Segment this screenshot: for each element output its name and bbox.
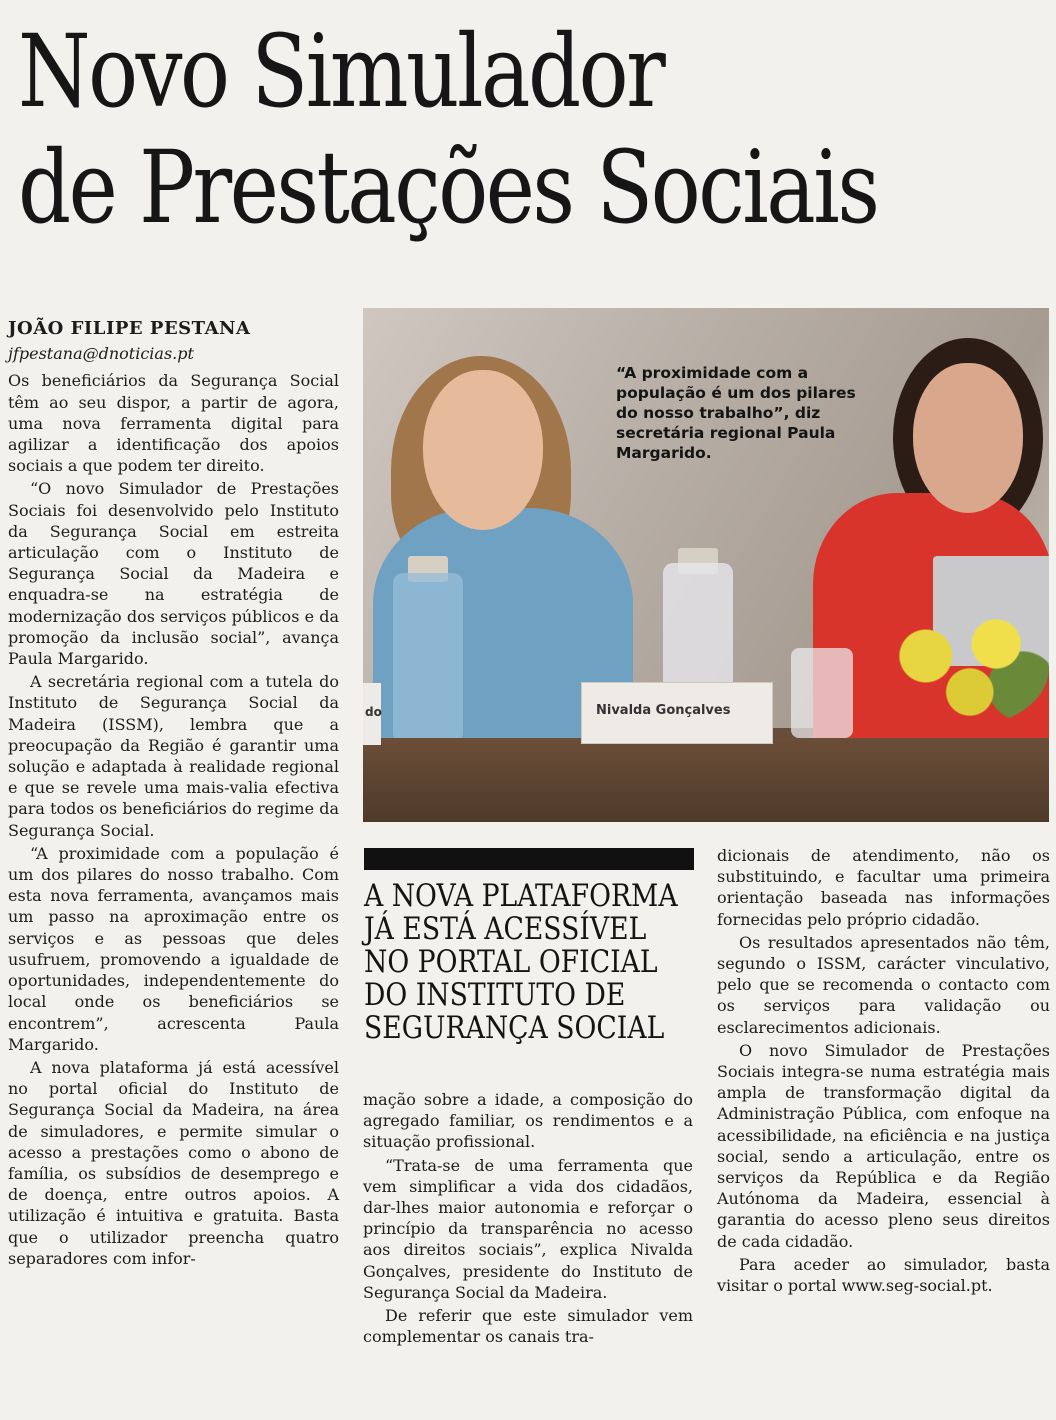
paragraph: dicionais de atendimento, não os substituindo, e facultar uma primeira orientação baseada nas informações fornecidas pelo próprio cidadão. <box>717 846 1050 929</box>
pullquote-bar <box>364 848 694 870</box>
paragraph: Os resultados apresentados não têm, segundo o ISSM, carácter vinculativo, pelo que se recomenda o contacto com os serviços para validação ou esclarecimentos adicionais. <box>717 932 1050 1037</box>
article-photo <box>363 308 1049 822</box>
paragraph: De referir que este simulador vem complementar os canais tra- <box>363 1306 693 1347</box>
person-right-face <box>913 363 1023 513</box>
nameplate-left-text: do <box>365 705 382 719</box>
author-name: JOÃO FILIPE PESTANA <box>8 318 251 339</box>
author-email: jfpestana@dnoticias.pt <box>8 344 194 364</box>
paragraph: O novo Simulador de Prestações Sociais integra-se numa estratégia mais ampla de transformação digital da Administração Pública, com enfoque na acessibilidade, na eficiência e na justiça social, sendo a articulação, entre os serviços da República e da Região Autónoma da Madeira, essencial à garantia do acesso pleno seus direitos de cada cidadão. <box>717 1040 1050 1251</box>
article-column-3 <box>717 845 1050 1298</box>
paragraph: “O novo Simulador de Prestações Sociais foi desenvolvido pelo Instituto da Segurança Social em estreita articulação com o Instituto de Segurança Social da Madeira e enquadra-se na estratégia de modernização dos serviços públicos e da promoção da inclusão social”, avança Paula Margarido. <box>8 479 339 669</box>
paragraph: “A proximidade com a população é um dos pilares do nosso trabalho. Com esta nova ferramenta, avançamos mais um passo na aproximação entre os serviços e as pessoas que deles usufruem, promovendo a igualdade de oportunidades, independentemente do local onde os beneficiários se encontrem”, acrescenta Paula Margarido. <box>8 843 339 1054</box>
headline <box>18 13 878 246</box>
article-column-1 <box>8 318 339 1271</box>
headline-line-2: de Prestações Sociais <box>18 129 878 246</box>
nameplate <box>581 682 773 744</box>
paragraph: Para aceder ao simulador, basta visitar o portal www.seg-social.pt. <box>717 1254 1050 1296</box>
headline-line-1: Novo Simulador <box>18 13 664 130</box>
water-bottle <box>393 573 463 743</box>
glass <box>791 648 853 738</box>
paragraph: A secretária regional com a tutela do Instituto de Segurança Social da Madeira (ISSM), lembra que a preocupação da Região é garantir uma solução e adaptada à realidade regional e que se revele uma mais-valia efectiva para todos os beneficiários do regime da Segurança Social. <box>8 672 339 840</box>
photo-caption: “A proximidade com a população é um dos pilares do nosso trabalho”, diz secretária regional Paula Margarido. <box>616 364 856 462</box>
paragraph: mação sobre a idade, a composição do agregado familiar, os rendimentos e a situação profissional. <box>363 1090 693 1152</box>
paragraph: “Trata-se de uma ferramenta que vem simplificar a vida dos cidadãos, dar-lhes maior autonomia e reforçar o princípio da transparência no acesso aos direitos sociais”, explica Nivalda Gonçalves, presidente do Instituto de Segurança Social da Madeira. <box>363 1155 693 1302</box>
person-left-face <box>423 370 543 530</box>
table <box>363 738 1049 822</box>
nameplate-text: Nivalda Gonçalves <box>596 703 731 718</box>
paragraph: Os beneficiários da Segurança Social têm ao seu dispor, a partir de agora, uma nova ferramenta digital para agilizar a identificação dos apoios sociais a que podem ter direito. <box>8 371 339 476</box>
paragraph: A nova plataforma já está acessível no portal oficial do Instituto de Segurança Social da Madeira, na área de simuladores, e permite simular o acesso a prestações como o abono de família, os subsídios de desemprego e de doença, entre outros apoios. A utilização é intuitiva e gratuita. Basta que o utilizador preencha quatro separadores com infor- <box>8 1057 339 1268</box>
flower-arrangement <box>873 608 1049 728</box>
article-column-2 <box>363 1089 693 1349</box>
pullquote: A NOVA PLATAFORMA JÁ ESTÁ ACESSÍVEL NO PORTAL OFICIAL DO INSTITUTO DE SEGURANÇA SOCIAL <box>364 878 678 1046</box>
nameplate-left <box>363 683 381 745</box>
